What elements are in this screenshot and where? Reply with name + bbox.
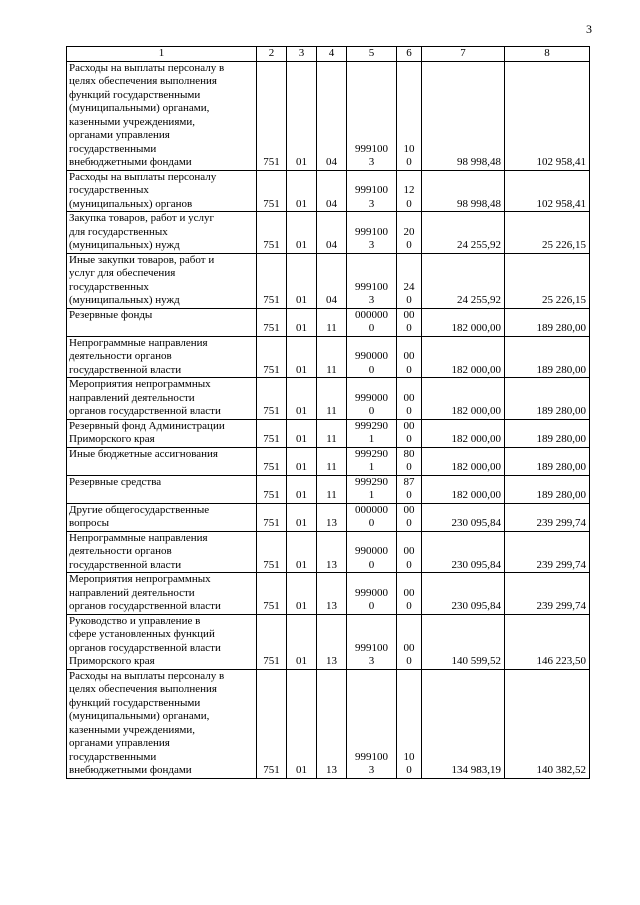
- expense-type-cell: 12 0: [397, 170, 422, 212]
- row-name-cell: Иные бюджетные ассигнования: [67, 447, 257, 475]
- amount-year2-cell: 146 223,50: [505, 614, 590, 669]
- row-name-cell: Руководство и управление в сфере установленных функций органов государственной власти Приморского края: [67, 614, 257, 669]
- target-article-cell: 999100 3: [347, 170, 397, 212]
- gl-code-cell: 751: [257, 336, 287, 378]
- target-article-cell: 999000 0: [347, 378, 397, 420]
- subsection-cell: 13: [317, 531, 347, 573]
- row-name-cell: Иные закупки товаров, работ и услуг для обеспечения государственных (муниципальных) нужд: [67, 253, 257, 308]
- target-article-cell: 999290 1: [347, 475, 397, 503]
- amount-year1-cell: 98 998,48: [422, 170, 505, 212]
- gl-code-cell: 751: [257, 419, 287, 447]
- table-row: [67, 573, 590, 615]
- amount-year1-cell: 140 599,52: [422, 614, 505, 669]
- table-row: [67, 503, 590, 531]
- row-name-cell: Другие общегосударственные вопросы: [67, 503, 257, 531]
- subsection-cell: 04: [317, 170, 347, 212]
- header-cell: 2: [257, 47, 287, 62]
- header-cell: 3: [287, 47, 317, 62]
- table-body: [67, 61, 590, 778]
- section-cell: 01: [287, 170, 317, 212]
- table-row: [67, 336, 590, 378]
- expense-type-cell: 00 0: [397, 573, 422, 615]
- gl-code-cell: 751: [257, 253, 287, 308]
- row-name-cell: Непрограммные направления деятельности органов государственной власти: [67, 336, 257, 378]
- amount-year1-cell: 230 095,84: [422, 573, 505, 615]
- table-row: [67, 475, 590, 503]
- gl-code-cell: 751: [257, 170, 287, 212]
- gl-code-cell: 751: [257, 669, 287, 778]
- section-cell: 01: [287, 253, 317, 308]
- amount-year1-cell: 182 000,00: [422, 447, 505, 475]
- amount-year2-cell: 102 958,41: [505, 170, 590, 212]
- gl-code-cell: 751: [257, 447, 287, 475]
- expense-type-cell: 00 0: [397, 308, 422, 336]
- gl-code-cell: 751: [257, 475, 287, 503]
- expense-type-cell: 87 0: [397, 475, 422, 503]
- table-row: [67, 170, 590, 212]
- target-article-cell: 999100 3: [347, 669, 397, 778]
- row-name-cell: Резервные средства: [67, 475, 257, 503]
- expense-type-cell: 00 0: [397, 378, 422, 420]
- amount-year2-cell: 189 280,00: [505, 378, 590, 420]
- gl-code-cell: 751: [257, 61, 287, 170]
- header-cell: 5: [347, 47, 397, 62]
- section-cell: 01: [287, 475, 317, 503]
- table-row: [67, 419, 590, 447]
- expense-type-cell: 10 0: [397, 669, 422, 778]
- subsection-cell: 13: [317, 669, 347, 778]
- page-number: 3: [586, 22, 592, 36]
- section-cell: 01: [287, 669, 317, 778]
- target-article-cell: 000000 0: [347, 308, 397, 336]
- expense-type-cell: 24 0: [397, 253, 422, 308]
- section-cell: 01: [287, 503, 317, 531]
- section-cell: 01: [287, 447, 317, 475]
- target-article-cell: 999100 3: [347, 212, 397, 254]
- table-row: [67, 212, 590, 254]
- row-name-cell: Расходы на выплаты персоналу государственных (муниципальных) органов: [67, 170, 257, 212]
- gl-code-cell: 751: [257, 308, 287, 336]
- amount-year2-cell: 189 280,00: [505, 475, 590, 503]
- amount-year1-cell: 182 000,00: [422, 336, 505, 378]
- section-cell: 01: [287, 573, 317, 615]
- table-row: [67, 253, 590, 308]
- amount-year1-cell: 182 000,00: [422, 419, 505, 447]
- section-cell: 01: [287, 212, 317, 254]
- expense-type-cell: 20 0: [397, 212, 422, 254]
- amount-year2-cell: 189 280,00: [505, 447, 590, 475]
- gl-code-cell: 751: [257, 503, 287, 531]
- target-article-cell: 999100 3: [347, 61, 397, 170]
- section-cell: 01: [287, 531, 317, 573]
- target-article-cell: 000000 0: [347, 503, 397, 531]
- table-row: [67, 669, 590, 778]
- table-row: [67, 308, 590, 336]
- target-article-cell: 999100 3: [347, 614, 397, 669]
- gl-code-cell: 751: [257, 212, 287, 254]
- subsection-cell: 04: [317, 61, 347, 170]
- amount-year1-cell: 230 095,84: [422, 503, 505, 531]
- subsection-cell: 13: [317, 503, 347, 531]
- amount-year1-cell: 182 000,00: [422, 308, 505, 336]
- amount-year2-cell: 239 299,74: [505, 573, 590, 615]
- header-cell: 4: [317, 47, 347, 62]
- row-name-cell: Мероприятия непрограммных направлений деятельности органов государственной власти: [67, 378, 257, 420]
- subsection-cell: 11: [317, 447, 347, 475]
- expense-type-cell: 00 0: [397, 336, 422, 378]
- table-row: [67, 61, 590, 170]
- header-cell: 8: [505, 47, 590, 62]
- target-article-cell: 999290 1: [347, 447, 397, 475]
- header-cell: 1: [67, 47, 257, 62]
- subsection-cell: 04: [317, 253, 347, 308]
- subsection-cell: 13: [317, 614, 347, 669]
- gl-code-cell: 751: [257, 531, 287, 573]
- amount-year2-cell: 239 299,74: [505, 503, 590, 531]
- row-name-cell: Расходы на выплаты персоналу в целях обеспечения выполнения функций государственными (муниципальными) органами, казенными учреждениями, органами управления государственными внебюджетными фондами: [67, 669, 257, 778]
- subsection-cell: 11: [317, 475, 347, 503]
- amount-year2-cell: 239 299,74: [505, 531, 590, 573]
- gl-code-cell: 751: [257, 614, 287, 669]
- expense-type-cell: 00 0: [397, 531, 422, 573]
- row-name-cell: Непрограммные направления деятельности органов государственной власти: [67, 531, 257, 573]
- header-cell: 7: [422, 47, 505, 62]
- section-cell: 01: [287, 308, 317, 336]
- amount-year1-cell: 24 255,92: [422, 253, 505, 308]
- row-name-cell: Расходы на выплаты персоналу в целях обеспечения выполнения функций государственными (муниципальными) органами, казенными учреждениями, органами управления государственными внебюджетными фондами: [67, 61, 257, 170]
- table-row: [67, 378, 590, 420]
- row-name-cell: Мероприятия непрограммных направлений деятельности органов государственной власти: [67, 573, 257, 615]
- subsection-cell: 13: [317, 573, 347, 615]
- target-article-cell: 999000 0: [347, 573, 397, 615]
- expense-type-cell: 10 0: [397, 61, 422, 170]
- amount-year2-cell: 102 958,41: [505, 61, 590, 170]
- subsection-cell: 04: [317, 212, 347, 254]
- row-name-cell: Резервные фонды: [67, 308, 257, 336]
- amount-year1-cell: 24 255,92: [422, 212, 505, 254]
- table-row: [67, 447, 590, 475]
- amount-year1-cell: 98 998,48: [422, 61, 505, 170]
- table-row: [67, 531, 590, 573]
- subsection-cell: 11: [317, 308, 347, 336]
- table-row: [67, 614, 590, 669]
- header-cell: 6: [397, 47, 422, 62]
- expense-type-cell: 00 0: [397, 614, 422, 669]
- amount-year2-cell: 25 226,15: [505, 253, 590, 308]
- header-row: [67, 47, 590, 62]
- row-name-cell: Резервный фонд Администрации Приморского края: [67, 419, 257, 447]
- amount-year2-cell: 25 226,15: [505, 212, 590, 254]
- expense-type-cell: 80 0: [397, 447, 422, 475]
- subsection-cell: 11: [317, 378, 347, 420]
- section-cell: 01: [287, 61, 317, 170]
- section-cell: 01: [287, 378, 317, 420]
- gl-code-cell: 751: [257, 573, 287, 615]
- expense-type-cell: 00 0: [397, 503, 422, 531]
- target-article-cell: 990000 0: [347, 336, 397, 378]
- amount-year1-cell: 230 095,84: [422, 531, 505, 573]
- subsection-cell: 11: [317, 419, 347, 447]
- expense-type-cell: 00 0: [397, 419, 422, 447]
- row-name-cell: Закупка товаров, работ и услуг для государственных (муниципальных) нужд: [67, 212, 257, 254]
- amount-year1-cell: 182 000,00: [422, 475, 505, 503]
- section-cell: 01: [287, 336, 317, 378]
- amount-year2-cell: 189 280,00: [505, 308, 590, 336]
- subsection-cell: 11: [317, 336, 347, 378]
- amount-year1-cell: 182 000,00: [422, 378, 505, 420]
- amount-year2-cell: 189 280,00: [505, 336, 590, 378]
- target-article-cell: 999290 1: [347, 419, 397, 447]
- budget-table: [66, 46, 590, 779]
- amount-year2-cell: 140 382,52: [505, 669, 590, 778]
- gl-code-cell: 751: [257, 378, 287, 420]
- section-cell: 01: [287, 614, 317, 669]
- target-article-cell: 999100 3: [347, 253, 397, 308]
- section-cell: 01: [287, 419, 317, 447]
- amount-year2-cell: 189 280,00: [505, 419, 590, 447]
- amount-year1-cell: 134 983,19: [422, 669, 505, 778]
- target-article-cell: 990000 0: [347, 531, 397, 573]
